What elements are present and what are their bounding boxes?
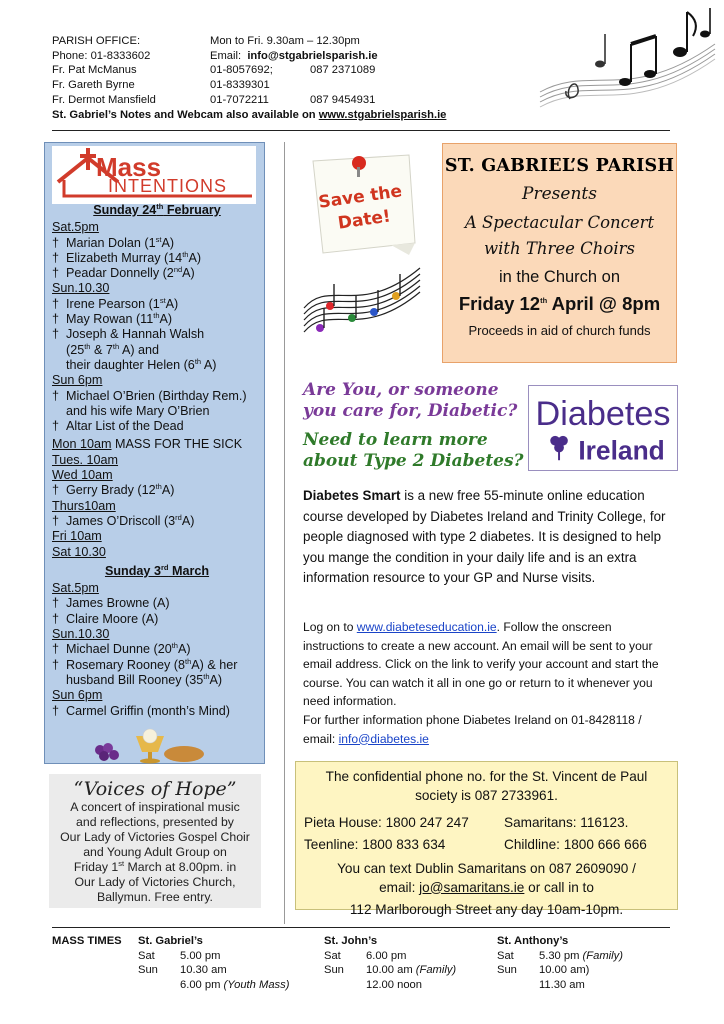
intention-entry: † James Browne (A): [52, 596, 170, 611]
mass-intentions-list: [52, 203, 262, 719]
diabetes-ireland-logo: [528, 385, 678, 471]
save-the-text: Save the: [317, 181, 404, 213]
mass-time: Sun 6pm: [52, 688, 103, 703]
mass-times-footer: [52, 934, 682, 992]
header-label: Fr. Dermot Mansfield: [52, 93, 156, 106]
intention-entry: † Michael O’Brien (Birthday Rem.): [52, 388, 247, 403]
svdp-line: The confidential phone no. for the St. Vincent de Paul: [325, 769, 648, 784]
concert-title: ST. GABRIEL’S PARISH: [444, 156, 675, 176]
column-divider: [284, 142, 285, 924]
header-value: 01-7072211: [210, 93, 269, 106]
footer-divider: [52, 927, 670, 928]
intention-entry: † Elizabeth Murray (14thA): [52, 249, 202, 265]
voices-line: and Young Adult Group on: [83, 845, 227, 859]
voices-line: Our Lady of Victories Gospel Choir: [60, 830, 250, 844]
header-value: Mon to Fri. 9.30am – 12.30pm: [210, 35, 360, 47]
intention-continuation: their daughter Helen (6th A): [66, 356, 217, 372]
mass-times-sun-row: Sun 10.30 am Sun 10.00 am (Family) Sun 10.00 am): [138, 964, 590, 977]
diabetes-email-link[interactable]: info@diabetes.ie: [338, 731, 429, 746]
mass-time: Sat.5pm: [52, 581, 99, 596]
diabetes-questions: [303, 380, 531, 472]
concert-description: A Spectacular Concert with Three Choirs: [464, 213, 655, 258]
header-label: Phone: 01-8333602: [52, 49, 151, 62]
diabetes-instructions: Log on to www.diabeteseducation.ie. Follow the onscreen instructions to create a new account. An email will be sent to your email address. Click on the link to verify your account and start the course. You can watch it all in one go or return to it whenever you need information. For further information phone Diabetes Ireland on 01-8428118 / email: info@diabetes.ie: [303, 620, 659, 746]
week2-heading: Sunday 3rd March: [104, 562, 210, 578]
voices-line: Friday 1st March at 8.00pm. in: [73, 858, 237, 874]
helpline-row: Teenline: 1800 833 634 Childline: 1800 666 666: [304, 837, 647, 853]
parish-office-header: [52, 34, 572, 122]
mass-time: Sun.10.30: [52, 281, 110, 296]
mass-times-heading-row: [52, 934, 682, 949]
svdp-line: society is 087 2733961.: [415, 787, 558, 803]
music-staff-illustration: [300, 262, 424, 346]
samaritans-text: You can text Dublin Samaritans on 087 2609090 /: [337, 860, 636, 876]
intention-entry: † Altar List of the Dead: [52, 419, 184, 434]
webcam-text: St. Gabriel’s Notes and Webcam also available on: [52, 108, 316, 121]
church-st-anthonys: St. Anthony’s: [497, 935, 569, 947]
intention-continuation: (25th & 7th A) and: [66, 341, 160, 357]
header-label: Fr. Gareth Byrne: [52, 79, 135, 92]
church-st-gabriels: St. Gabriel’s: [138, 935, 203, 947]
date-text: Date!: [336, 206, 392, 234]
header-value: 01-8339301: [210, 79, 270, 92]
header-divider: [52, 130, 670, 131]
mass-time: Fri 10am: [52, 529, 102, 544]
music-notes-decoration: [530, 4, 720, 116]
mass-time: Sat 10.30: [52, 544, 106, 559]
intention-entry: † Claire Moore (A): [52, 611, 159, 626]
mass-times-sat-row: Sat 5.00 pm Sat 6.00 pm Sat 5.30 pm (Family): [138, 949, 623, 962]
samaritans-address: 112 Marlborough Street any day 10am-10pm.: [349, 902, 624, 918]
intention-entry: † Gerry Brady (12thA): [52, 482, 175, 498]
bread-wine-illustration: [86, 728, 206, 764]
week1-heading: Sunday 24th February: [93, 201, 221, 217]
mass-time: Sat.5pm: [52, 220, 99, 235]
header-value: Email:: [210, 49, 242, 62]
header-extra: 087 9454931: [310, 93, 376, 106]
intention-entry: † May Rowan (11thA): [52, 310, 173, 327]
concert-announcement-box: [442, 143, 677, 363]
helplines-box: [295, 761, 678, 918]
header-value: 01-8057692;: [210, 64, 273, 77]
mass-time: Thurs10am: [52, 498, 116, 513]
voices-of-hope-box: [49, 774, 261, 908]
logo-intentions-text: INTENTIONS: [108, 176, 228, 196]
diabetes-question-2: Need to learn more about Type 2 Diabetes?: [303, 430, 524, 471]
intention-entry: † Rosemary Rooney (8thA) & her: [52, 656, 238, 672]
samaritans-email: email: jo@samaritans.ie or call in to: [379, 879, 594, 895]
intention-continuation: and his wife Mary O’Brien: [66, 403, 210, 418]
header-label: Fr. Pat McManus: [52, 64, 137, 77]
logo-diabetes-text: Diabetes: [535, 395, 671, 434]
webcam-link[interactable]: www.stgabrielsparish.ie: [318, 108, 447, 121]
helpline-row: Pieta House: 1800 247 247 Samaritans: 116123.: [304, 815, 629, 831]
voices-line: Ballymun. Free entry.: [97, 890, 213, 904]
voices-title: “Voices of Hope”: [73, 778, 237, 800]
samaritans-email-link[interactable]: jo@samaritans.ie: [419, 879, 525, 895]
diabetes-education-link[interactable]: www.diabeteseducation.ie: [356, 620, 497, 634]
mass-times-sun2-row: 6.00 pm (Youth Mass) 12.00 noon 11.30 am: [180, 978, 585, 991]
mass-time: Wed 10am: [52, 468, 113, 483]
header-extra: 087 2371089: [310, 64, 376, 77]
voices-line: A concert of inspirational music: [70, 800, 240, 814]
voices-line: Our Lady of Victories Church,: [74, 875, 236, 889]
mass-time: Tues. 10am: [52, 452, 119, 467]
concert-date: Friday 12th April @ 8pm: [458, 293, 661, 314]
intention-entry: † Carmel Griffin (month’s Mind): [52, 703, 230, 718]
voices-line: and reflections, presented by: [76, 815, 234, 829]
intention-continuation: husband Bill Rooney (35thA): [66, 671, 223, 687]
mass-times-label: MASS TIMES: [52, 935, 122, 947]
concert-venue: in the Church on: [498, 268, 621, 286]
intention-entry: † Joseph & Hannah Walsh: [52, 327, 205, 342]
diabetes-smart-description: Diabetes Smart is a new free 55-minute online education course developed by Diabetes Ireland and Trinity College, for people diagnosed with type 2 diabetes. It is designed to help you mange the condition in your daily life and is an extra information resource to your GP and Nurse visits.: [303, 488, 666, 585]
intention-entry: † Peadar Donnelly (2ndA): [52, 265, 195, 281]
parish-email: info@stgabrielsparish.ie: [247, 49, 378, 62]
logo-mass-text: Mass: [96, 152, 162, 182]
header-label: PARISH OFFICE:: [52, 35, 141, 47]
shamrock-icon: [550, 436, 568, 460]
mass-time: Sun 6pm: [52, 373, 103, 388]
diabetes-question-1: Are You, or someone you care for, Diabetic?: [303, 380, 518, 421]
church-st-johns: St. John’s: [324, 935, 378, 947]
concert-proceeds: Proceeds in aid of church funds: [468, 323, 651, 338]
intention-entry: † Irene Pearson (1stA): [52, 295, 179, 311]
concert-presents: Presents: [522, 184, 597, 204]
mass-for-the-sick: Mon 10am MASS FOR THE SICK: [52, 437, 243, 452]
mass-time: Sun.10.30: [52, 627, 110, 642]
mass-intentions-logo: [52, 146, 256, 204]
logo-ireland-text: Ireland: [578, 435, 665, 466]
save-the-date-note: [301, 147, 421, 265]
intention-entry: † Michael Dunne (20thA): [52, 641, 191, 657]
intention-entry: † James O’Driscoll (3rdA): [52, 512, 195, 528]
intention-entry: † Marian Dolan (1stA): [52, 234, 175, 250]
